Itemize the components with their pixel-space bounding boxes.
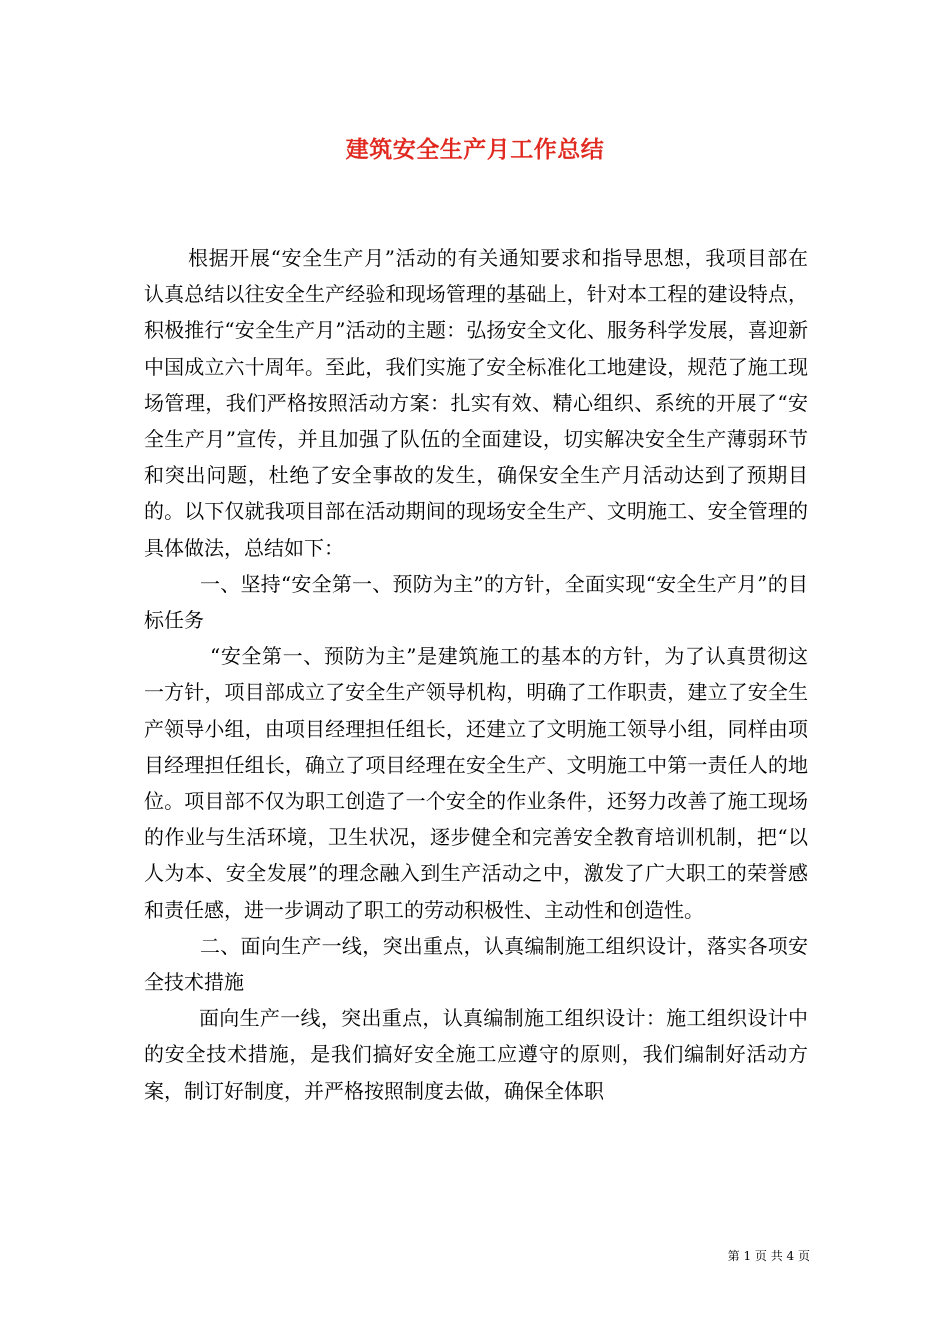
section-2-paragraph: 面向生产一线，突出重点，认真编制施工组织设计：施工组织设计中的安全技术措施，是我们搞好安全施工应遵守的原则，我们编制好活动方案，制订好制度，并严格按照制度去做，确保全体职 (144, 1006, 808, 1103)
section-heading-1: 一、坚持“安全第一、预防为主”的方针，全面实现“安全生产月”的目标任务 (144, 571, 808, 633)
document-body (144, 240, 808, 1109)
section-heading-2: 二、面向生产一线，突出重点，认真编制施工组织设计，落实各项安全技术措施 (144, 933, 808, 995)
intro-paragraph: 根据开展“安全生产月”活动的有关通知要求和指导思想，我项目部在认真总结以往安全生产经验和现场管理的基础上，针对本工程的建设特点，积极推行“安全生产月”活动的主题：弘扬安全文化、服务科学发展，喜迎新中国成立六十周年。至此，我们实施了安全标准化工地建设，规范了施工现场管理，我们严格按照活动方案：扎实有效、精心组织、系统的开展了“安全生产月”宣传，并且加强了队伍的全面建设，切实解决安全生产薄弱环节和突出问题，杜绝了安全事故的发生，确保安全生产月活动达到了预期目的。以下仅就我项目部在活动期间的现场安全生产、文明施工、安全管理的具体做法，总结如下： (144, 246, 808, 560)
document-title: 建筑安全生产月工作总结 (345, 137, 605, 163)
page-number: 第 1 页 共 4 页 (727, 1249, 810, 1263)
section-1-paragraph: “安全第一、预防为主”是建筑施工的基本的方针，为了认真贯彻这一方针，项目部成立了安全生产领导机构，明确了工作职责，建立了安全生产领导小组，由项目经理担任组长，还建立了文明施工领导小组，同样由项目经理担任组长，确立了项目经理在安全生产、文明施工中第一责任人的地位。项目部不仅为职工创造了一个安全的作业条件，还努力改善了施工现场的作业与生活环境，卫生状况，逐步健全和完善安全教育培训机制，把“以人为本、安全发展”的理念融入到生产活动之中，激发了广大职工的荣誉感和责任感，进一步调动了职工的劳动积极性、主动性和创造性。 (144, 644, 808, 922)
